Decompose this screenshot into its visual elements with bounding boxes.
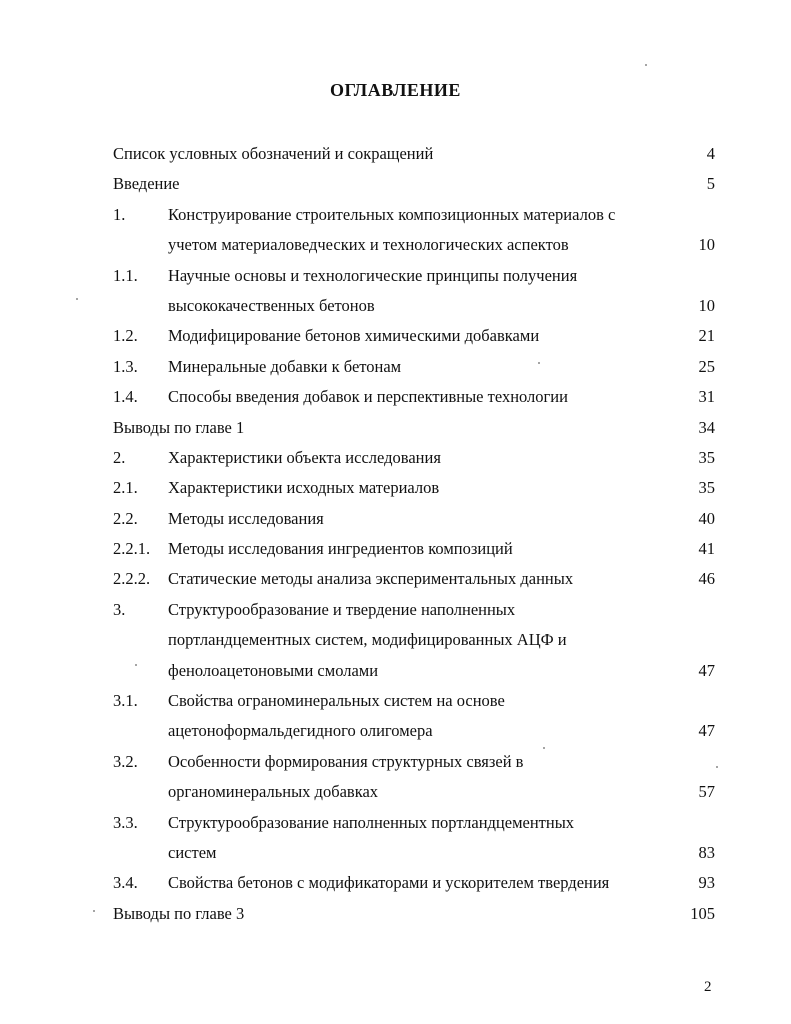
toc-entry-line	[113, 716, 715, 746]
toc-entry-number: 1.4.	[113, 387, 138, 407]
toc-entry-title: Статические методы анализа экспериментальных данных	[168, 569, 574, 589]
toc-entry-number: 1.1.	[113, 265, 138, 285]
toc-entry-page: 10	[698, 235, 715, 255]
toc-entry-page: 35	[698, 478, 715, 498]
toc-entry-title: Характеристики исходных материалов	[168, 478, 440, 498]
toc-entry-page: 47	[698, 721, 715, 741]
toc-entry-page: 57	[698, 782, 715, 802]
toc-entry-title: Свойства бетонов с модификаторами и ускорителем твердения	[168, 873, 610, 893]
toc-entry-line	[113, 443, 715, 473]
toc-entry-line	[113, 230, 715, 260]
page-title: ОГЛАВЛЕНИЕ	[330, 80, 461, 100]
scan-speck	[543, 747, 545, 749]
toc-entry-number: 3.4.	[113, 873, 138, 893]
toc-entry-title: органоминеральных добавках	[168, 782, 379, 802]
toc-entry-number: 2.2.2.	[113, 569, 151, 589]
toc-entry-page: 35	[698, 447, 715, 467]
toc-entry-title: Выводы по главе 3	[113, 903, 245, 923]
toc-entry-title: учетом материаловедческих и технологических аспектов	[168, 235, 569, 255]
toc-entry-number: 2.1.	[113, 478, 138, 498]
toc-entry-line	[113, 808, 715, 838]
toc-entry-line	[113, 504, 715, 534]
toc-entry-page: 21	[698, 326, 715, 346]
toc-entry-title: Конструирование строительных композиционных материалов с	[168, 204, 616, 224]
page-number: 2	[704, 979, 712, 995]
toc-entry-page: 41	[698, 539, 715, 559]
toc-entry-number: 1.2.	[113, 326, 138, 346]
toc-entry-title: Научные основы и технологические принципы получения	[168, 265, 578, 285]
toc-entry-line	[113, 382, 715, 412]
toc-entry-title: Методы исследования	[168, 508, 324, 528]
toc-entry-line	[113, 595, 715, 625]
toc-entry-title: Минеральные добавки к бетонам	[168, 356, 402, 376]
toc-entry-line	[113, 777, 715, 807]
toc-entry-page: 47	[698, 660, 715, 680]
toc-entry-number: 3.2.	[113, 751, 138, 771]
toc-entry-number: 3.3.	[113, 812, 138, 832]
toc-entry-title: фенолоацетоновыми смолами	[168, 660, 379, 680]
toc-entry-page: 4	[706, 144, 715, 163]
toc-entry-line	[113, 868, 715, 898]
toc-entry-title: Свойства огрaноминеральных систем на основе	[168, 691, 505, 711]
toc-entry-line	[113, 261, 715, 291]
toc-entry-title: Список условных обозначений и сокращений	[113, 144, 434, 163]
toc-entry-line	[113, 686, 715, 716]
toc-entry-title: высококачественных бетонов	[168, 295, 375, 315]
toc-entry-number: 1.3.	[113, 356, 138, 376]
toc-entry-page: 40	[698, 508, 715, 528]
toc-entry-page: 83	[698, 842, 715, 862]
toc-entry-page: 10	[698, 295, 715, 315]
toc-entry-title: Структурообразование и твердение наполненных	[168, 599, 516, 619]
toc-entry-title: Введение	[113, 174, 180, 194]
toc-entry-line	[113, 169, 715, 199]
toc-entry-number: 3.1.	[113, 691, 138, 711]
toc-entry-page: 34	[698, 417, 715, 437]
scan-speck	[135, 664, 137, 666]
toc-entry-page: 46	[698, 569, 715, 589]
toc-entry-page: 5	[706, 174, 715, 194]
toc-entry-line	[113, 321, 715, 351]
toc-entry-line	[113, 352, 715, 382]
scan-speck	[716, 766, 718, 768]
toc-entry-line	[113, 625, 715, 655]
toc-entry-number: 1.	[113, 204, 126, 224]
toc-entry-page: 93	[698, 873, 715, 893]
toc-entry-page: 25	[698, 356, 715, 376]
toc-entry-line	[113, 656, 715, 686]
toc-entry-line	[113, 413, 715, 443]
toc-entry-title: Методы исследования ингредиентов композиций	[168, 539, 513, 559]
toc-entry-title: Выводы по главе 1	[113, 417, 245, 437]
scan-speck	[76, 298, 78, 300]
toc-entry-page: 31	[698, 387, 715, 407]
toc-entry-page: 105	[690, 903, 715, 923]
toc-entry-line	[113, 838, 715, 868]
scan-speck	[645, 64, 647, 66]
toc-entry-line	[113, 291, 715, 321]
toc-entry-line	[113, 534, 715, 564]
toc-entry-title: Способы введения добавок и перспективные технологии	[168, 387, 568, 407]
toc-entry-title: Структурообразование наполненных портландцементных	[168, 812, 575, 832]
toc-entry-line	[113, 139, 715, 169]
toc-entry-number: 2.2.	[113, 508, 138, 528]
table-of-contents	[113, 139, 715, 929]
toc-entry-title: Модифицирование бетонов химическими добавками	[168, 326, 540, 346]
toc-entry-title: портландцементных систем, модифицированных АЦФ и	[168, 630, 567, 650]
toc-entry-number: 2.2.1.	[113, 539, 151, 559]
toc-entry-title: ацетоноформальдегидного олигомера	[168, 721, 433, 741]
scan-speck	[93, 910, 95, 912]
toc-entry-line	[113, 200, 715, 230]
scan-speck	[538, 362, 540, 364]
toc-entry-title: Характеристики объекта исследования	[168, 447, 441, 467]
toc-entry-line	[113, 899, 715, 929]
toc-entry-number: 3.	[113, 599, 126, 619]
toc-entry-line	[113, 473, 715, 503]
toc-entry-line	[113, 747, 715, 777]
toc-entry-number: 2.	[113, 447, 126, 467]
toc-entry-line	[113, 564, 715, 594]
toc-entry-title: систем	[168, 842, 217, 862]
toc-entry-title: Особенности формирования структурных связей в	[168, 751, 524, 771]
